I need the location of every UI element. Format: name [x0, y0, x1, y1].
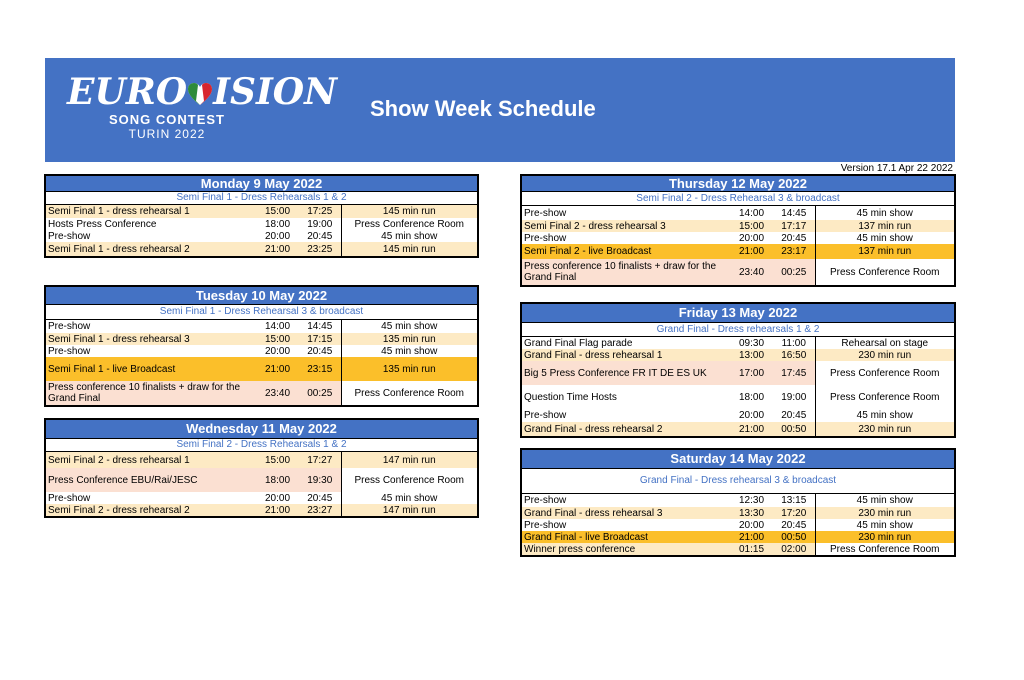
- event-name: Semi Final 2 - dress rehearsal 3: [522, 220, 730, 232]
- event-note: 230 min run: [815, 349, 954, 361]
- event-name: Grand Final - live Broadcast: [522, 531, 730, 543]
- table-row: [46, 492, 477, 504]
- day-title: Wednesday 11 May 2022: [46, 420, 477, 439]
- end-time: 20:45: [307, 492, 333, 504]
- table-row: [46, 218, 477, 230]
- end-time: 14:45: [307, 321, 333, 332]
- table-row: [46, 205, 477, 218]
- day-title: Thursday 12 May 2022: [522, 176, 954, 192]
- end-time: 00:50: [773, 422, 815, 436]
- start-time: 15:00: [256, 333, 299, 345]
- day-block-wednesday: [44, 418, 479, 518]
- end-time: 17:45: [773, 361, 815, 385]
- table-row: [46, 381, 477, 405]
- event-note: 145 min run: [341, 242, 477, 256]
- table-row: [46, 230, 477, 242]
- table-row: [46, 333, 477, 345]
- event-note: 45 min show: [341, 345, 477, 357]
- event-name: Question Time Hosts: [524, 391, 617, 403]
- day-subtitle: Semi Final 2 - Dress Rehearsal 3 & broadcast: [522, 192, 954, 206]
- event-note: 230 min run: [815, 422, 954, 436]
- event-name: Pre-show: [48, 230, 91, 242]
- end-time: 20:45: [307, 345, 333, 357]
- event-note: 45 min show: [341, 230, 477, 242]
- day-subtitle: Semi Final 2 - Dress Rehearsals 1 & 2: [46, 439, 477, 452]
- schedule-table: [522, 337, 954, 436]
- day-title: Tuesday 10 May 2022: [46, 287, 477, 305]
- event-note: 137 min run: [815, 220, 954, 232]
- event-note: Press Conference Room: [815, 543, 954, 555]
- start-time: 20:00: [264, 230, 291, 242]
- event-note: 45 min show: [815, 494, 954, 507]
- table-row: [46, 345, 477, 357]
- day-subtitle: Grand Final - Dress rehearsal 3 & broadcast: [522, 469, 954, 494]
- table-row: [522, 543, 954, 555]
- event-name: Press conference 10 finalists + draw for the Grand Final: [46, 381, 256, 405]
- event-name: Semi Final 1 - dress rehearsal 2: [46, 242, 256, 256]
- start-time: 20:00: [738, 232, 765, 244]
- day-block-thursday: [520, 174, 956, 287]
- start-time: 21:00: [730, 531, 773, 543]
- start-time: 14:00: [264, 321, 291, 332]
- schedule-table: [46, 452, 477, 516]
- start-time: 13:30: [730, 507, 773, 519]
- event-note: Press Conference Room: [341, 381, 477, 405]
- day-subtitle: Semi Final 1 - Dress Rehearsals 1 & 2: [46, 192, 477, 205]
- end-time: 00:25: [773, 259, 815, 285]
- table-row: [522, 507, 954, 519]
- event-note: Rehearsal on stage: [815, 337, 954, 349]
- version-label: Version 17.1 Apr 22 2022: [840, 163, 953, 174]
- logo-song-contest: SONG CONTEST: [108, 112, 225, 127]
- table-row: [522, 259, 954, 285]
- event-note: Press Conference Room: [341, 218, 477, 230]
- end-time: 20:45: [781, 410, 807, 421]
- logo-word-left: EURO: [67, 71, 188, 113]
- start-time: 15:00: [730, 220, 773, 232]
- start-time: 20:00: [738, 410, 765, 421]
- start-time: 18:00: [264, 218, 291, 230]
- end-time: 00:25: [299, 381, 341, 405]
- table-row: [46, 357, 477, 381]
- table-row: [522, 385, 954, 409]
- table-row: [46, 468, 477, 492]
- end-time: 23:25: [299, 242, 341, 256]
- start-time: 09:30: [738, 337, 765, 349]
- end-time: 17:17: [773, 220, 815, 232]
- event-note: 45 min show: [815, 519, 954, 531]
- event-name: Semi Final 1 - live Broadcast: [46, 357, 256, 381]
- end-time: 13:15: [781, 495, 807, 506]
- end-time: 11:00: [781, 337, 806, 349]
- event-name: Pre-show: [524, 207, 567, 219]
- event-name: Grand Final - dress rehearsal 1: [522, 349, 730, 361]
- page-title: Show Week Schedule: [370, 96, 596, 121]
- end-time: 19:30: [299, 468, 341, 492]
- end-time: 16:50: [773, 349, 815, 361]
- end-time: 20:45: [781, 519, 807, 531]
- event-name: Winner press conference: [522, 543, 730, 555]
- eurovision-logo: [67, 71, 338, 152]
- heart-flag-icon: [187, 81, 213, 107]
- table-row: [46, 452, 477, 468]
- start-time: 23:40: [256, 381, 299, 405]
- start-time: 18:00: [738, 391, 765, 403]
- event-name: Semi Final 1 - dress rehearsal 3: [46, 333, 256, 345]
- event-note: 137 min run: [815, 244, 954, 259]
- event-note: 45 min show: [341, 492, 477, 504]
- event-note: 135 min run: [341, 357, 477, 381]
- table-row: [46, 320, 477, 333]
- event-name: Semi Final 2 - dress rehearsal 2: [46, 504, 256, 516]
- event-name: Hosts Press Conference: [48, 218, 157, 230]
- table-row: [522, 220, 954, 232]
- event-note: 147 min run: [341, 452, 477, 468]
- table-row: [522, 531, 954, 543]
- event-name: Grand Final - dress rehearsal 3: [522, 507, 730, 519]
- table-row: [522, 232, 954, 244]
- day-subtitle: Semi Final 1 - Dress Rehearsal 3 & broadcast: [46, 305, 477, 320]
- event-name: Big 5 Press Conference FR IT DE ES UK: [522, 361, 730, 385]
- table-row: [522, 494, 954, 507]
- event-name: Semi Final 1 - dress rehearsal 1: [46, 205, 256, 218]
- event-name: Pre-show: [48, 492, 91, 504]
- end-time: 17:27: [299, 452, 341, 468]
- event-name: Grand Final - dress rehearsal 2: [522, 422, 730, 436]
- start-time: 14:00: [738, 207, 765, 219]
- end-time: 14:45: [781, 207, 807, 219]
- end-time: 19:00: [307, 218, 333, 230]
- start-time: 17:00: [730, 361, 773, 385]
- start-time: 15:00: [256, 205, 299, 218]
- table-row: [522, 244, 954, 259]
- start-time: 21:00: [256, 242, 299, 256]
- day-title: Saturday 14 May 2022: [522, 450, 954, 469]
- event-name: Pre-show: [524, 232, 567, 244]
- end-time: 17:20: [773, 507, 815, 519]
- start-time: 20:00: [264, 492, 291, 504]
- event-note: 45 min show: [815, 206, 954, 220]
- event-note: Press Conference Room: [341, 468, 477, 492]
- logo-word-right: ISION: [213, 71, 338, 113]
- day-block-saturday: [520, 448, 956, 557]
- end-time: 23:15: [299, 357, 341, 381]
- day-block-friday: [520, 302, 956, 438]
- end-time: 19:00: [781, 391, 807, 403]
- schedule-table: [522, 494, 954, 555]
- event-note: 147 min run: [341, 504, 477, 516]
- start-time: 12:30: [738, 495, 765, 506]
- header-banner: [45, 58, 955, 162]
- start-time: 18:00: [256, 468, 299, 492]
- day-block-tuesday: [44, 285, 479, 407]
- event-note: 45 min show: [815, 409, 954, 422]
- start-time: 21:00: [730, 422, 773, 436]
- table-row: [522, 206, 954, 220]
- event-note: 45 min show: [341, 320, 477, 333]
- event-name: Grand Final Flag parade: [524, 337, 633, 349]
- start-time: 15:00: [256, 452, 299, 468]
- table-row: [522, 337, 954, 349]
- end-time: 17:25: [299, 205, 341, 218]
- end-time: 02:00: [773, 543, 815, 555]
- start-time: 21:00: [256, 504, 299, 516]
- event-name: Semi Final 2 - live Broadcast: [522, 244, 730, 259]
- event-name: Pre-show: [48, 345, 91, 357]
- day-subtitle: Grand Final - Dress rehearsals 1 & 2: [522, 323, 954, 337]
- schedule-table: [522, 206, 954, 285]
- start-time: 21:00: [256, 357, 299, 381]
- event-name: Semi Final 2 - dress rehearsal 1: [46, 452, 256, 468]
- start-time: 01:15: [730, 543, 773, 555]
- table-row: [522, 361, 954, 385]
- event-note: Press Conference Room: [815, 385, 954, 409]
- event-name: Pre-show: [524, 519, 567, 531]
- start-time: 21:00: [730, 244, 773, 259]
- day-title: Friday 13 May 2022: [522, 304, 954, 323]
- event-note: Press Conference Room: [815, 259, 954, 285]
- end-time: 23:27: [299, 504, 341, 516]
- table-row: [46, 504, 477, 516]
- event-note: 45 min show: [815, 232, 954, 244]
- end-time: 20:45: [781, 232, 807, 244]
- logo-host-city: TURIN 2022: [128, 127, 206, 141]
- event-name: Pre-show: [48, 321, 91, 332]
- event-name: Pre-show: [524, 495, 567, 506]
- end-time: 17:15: [299, 333, 341, 345]
- schedule-table: [46, 320, 477, 405]
- event-note: 230 min run: [815, 531, 954, 543]
- event-name: Press conference 10 finalists + draw for the Grand Final: [522, 259, 730, 285]
- event-note: 230 min run: [815, 507, 954, 519]
- event-name: Press Conference EBU/Rai/JESC: [46, 468, 256, 492]
- event-note: 145 min run: [341, 205, 477, 218]
- start-time: 23:40: [730, 259, 773, 285]
- end-time: 20:45: [307, 230, 333, 242]
- end-time: 23:17: [773, 244, 815, 259]
- start-time: 20:00: [264, 345, 291, 357]
- schedule-table: [46, 205, 477, 256]
- event-note: 135 min run: [341, 333, 477, 345]
- start-time: 20:00: [738, 519, 765, 531]
- start-time: 13:00: [730, 349, 773, 361]
- event-note: Press Conference Room: [815, 361, 954, 385]
- day-block-monday: [44, 174, 479, 258]
- table-row: [522, 422, 954, 436]
- event-name: Pre-show: [524, 410, 567, 421]
- table-row: [522, 349, 954, 361]
- table-row: [522, 519, 954, 531]
- day-title: Monday 9 May 2022: [46, 176, 477, 192]
- end-time: 00:50: [773, 531, 815, 543]
- table-row: [522, 409, 954, 422]
- table-row: [46, 242, 477, 256]
